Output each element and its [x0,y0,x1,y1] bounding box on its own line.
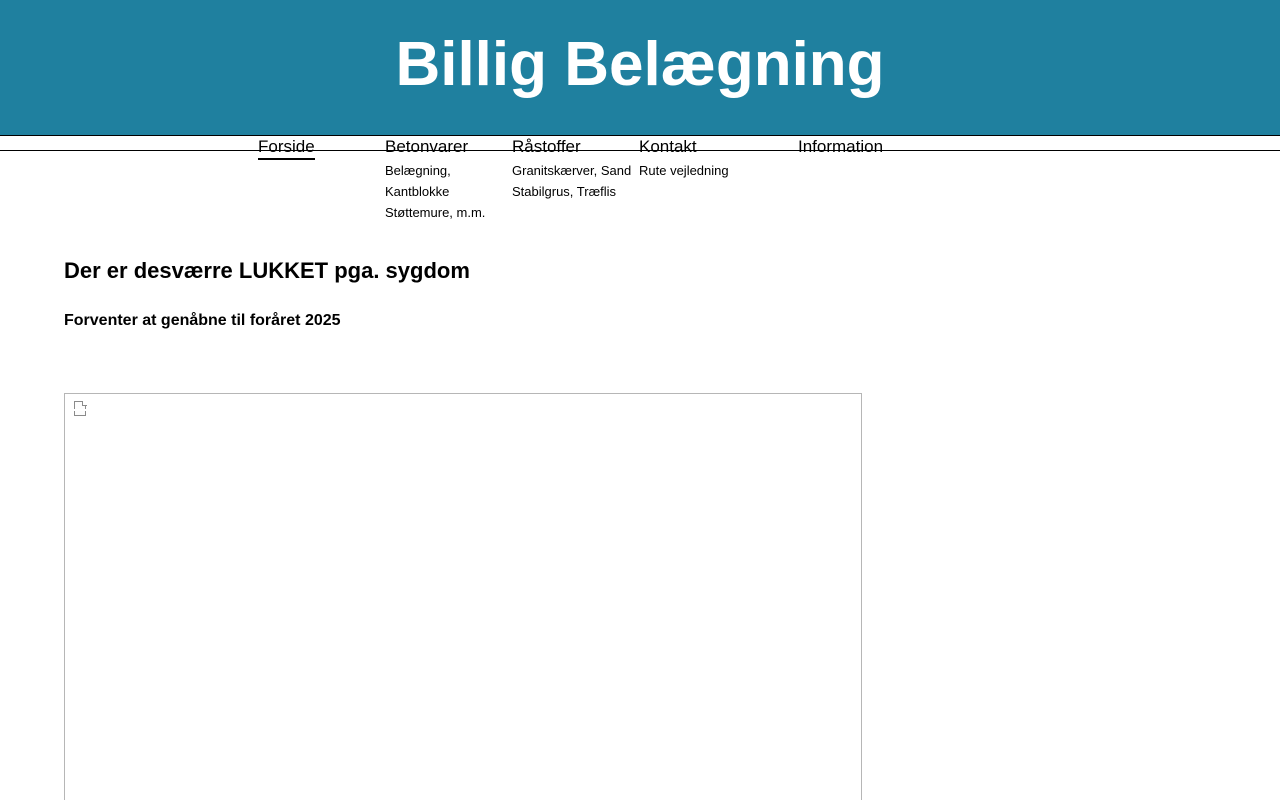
nav-link-kontakt[interactable]: Kontakt [639,137,697,156]
main-navigation [0,136,1280,220]
nav-sublink-stottemure[interactable]: Støttemure, m.m. [385,205,486,220]
site-banner [0,0,1280,135]
nav-sublinks-betonvarer [385,160,512,223]
nav-sublink-granitskaerver-sand[interactable]: Granitskærver, Sand [512,163,632,178]
broken-image-icon [73,401,89,417]
nav-items [258,136,925,223]
nav-link-forside[interactable]: Forside [258,136,315,160]
content-image-placeholder [64,393,862,800]
nav-column-kontakt [639,136,798,223]
nav-sublinks-kontakt [639,160,798,181]
nav-link-betonvarer[interactable]: Betonvarer [385,137,469,156]
nav-column-betonvarer [385,136,512,223]
nav-column-information [798,136,925,223]
site-title: Billig Belægning [395,29,885,99]
nav-sublink-rute-vejledning[interactable]: Rute vejledning [639,163,729,178]
nav-sublink-stabilgrus-traeflis[interactable]: Stabilgrus, Træflis [512,184,617,199]
main-content [0,201,1280,800]
nav-column-rastoffer [512,136,639,223]
reopening-subheadline: Forventer at genåbne til foråret 2025 [64,312,341,329]
nav-link-rastoffer[interactable]: Råstoffer [512,137,581,156]
nav-link-information[interactable]: Information [798,137,884,156]
nav-sublinks-rastoffer [512,160,639,202]
nav-sublink-belaegning-kantblokke[interactable]: Belægning, Kantblokke [385,163,451,199]
nav-column-forside [258,136,385,223]
closure-headline: Der er desværre LUKKET pga. sygdom [64,258,470,283]
